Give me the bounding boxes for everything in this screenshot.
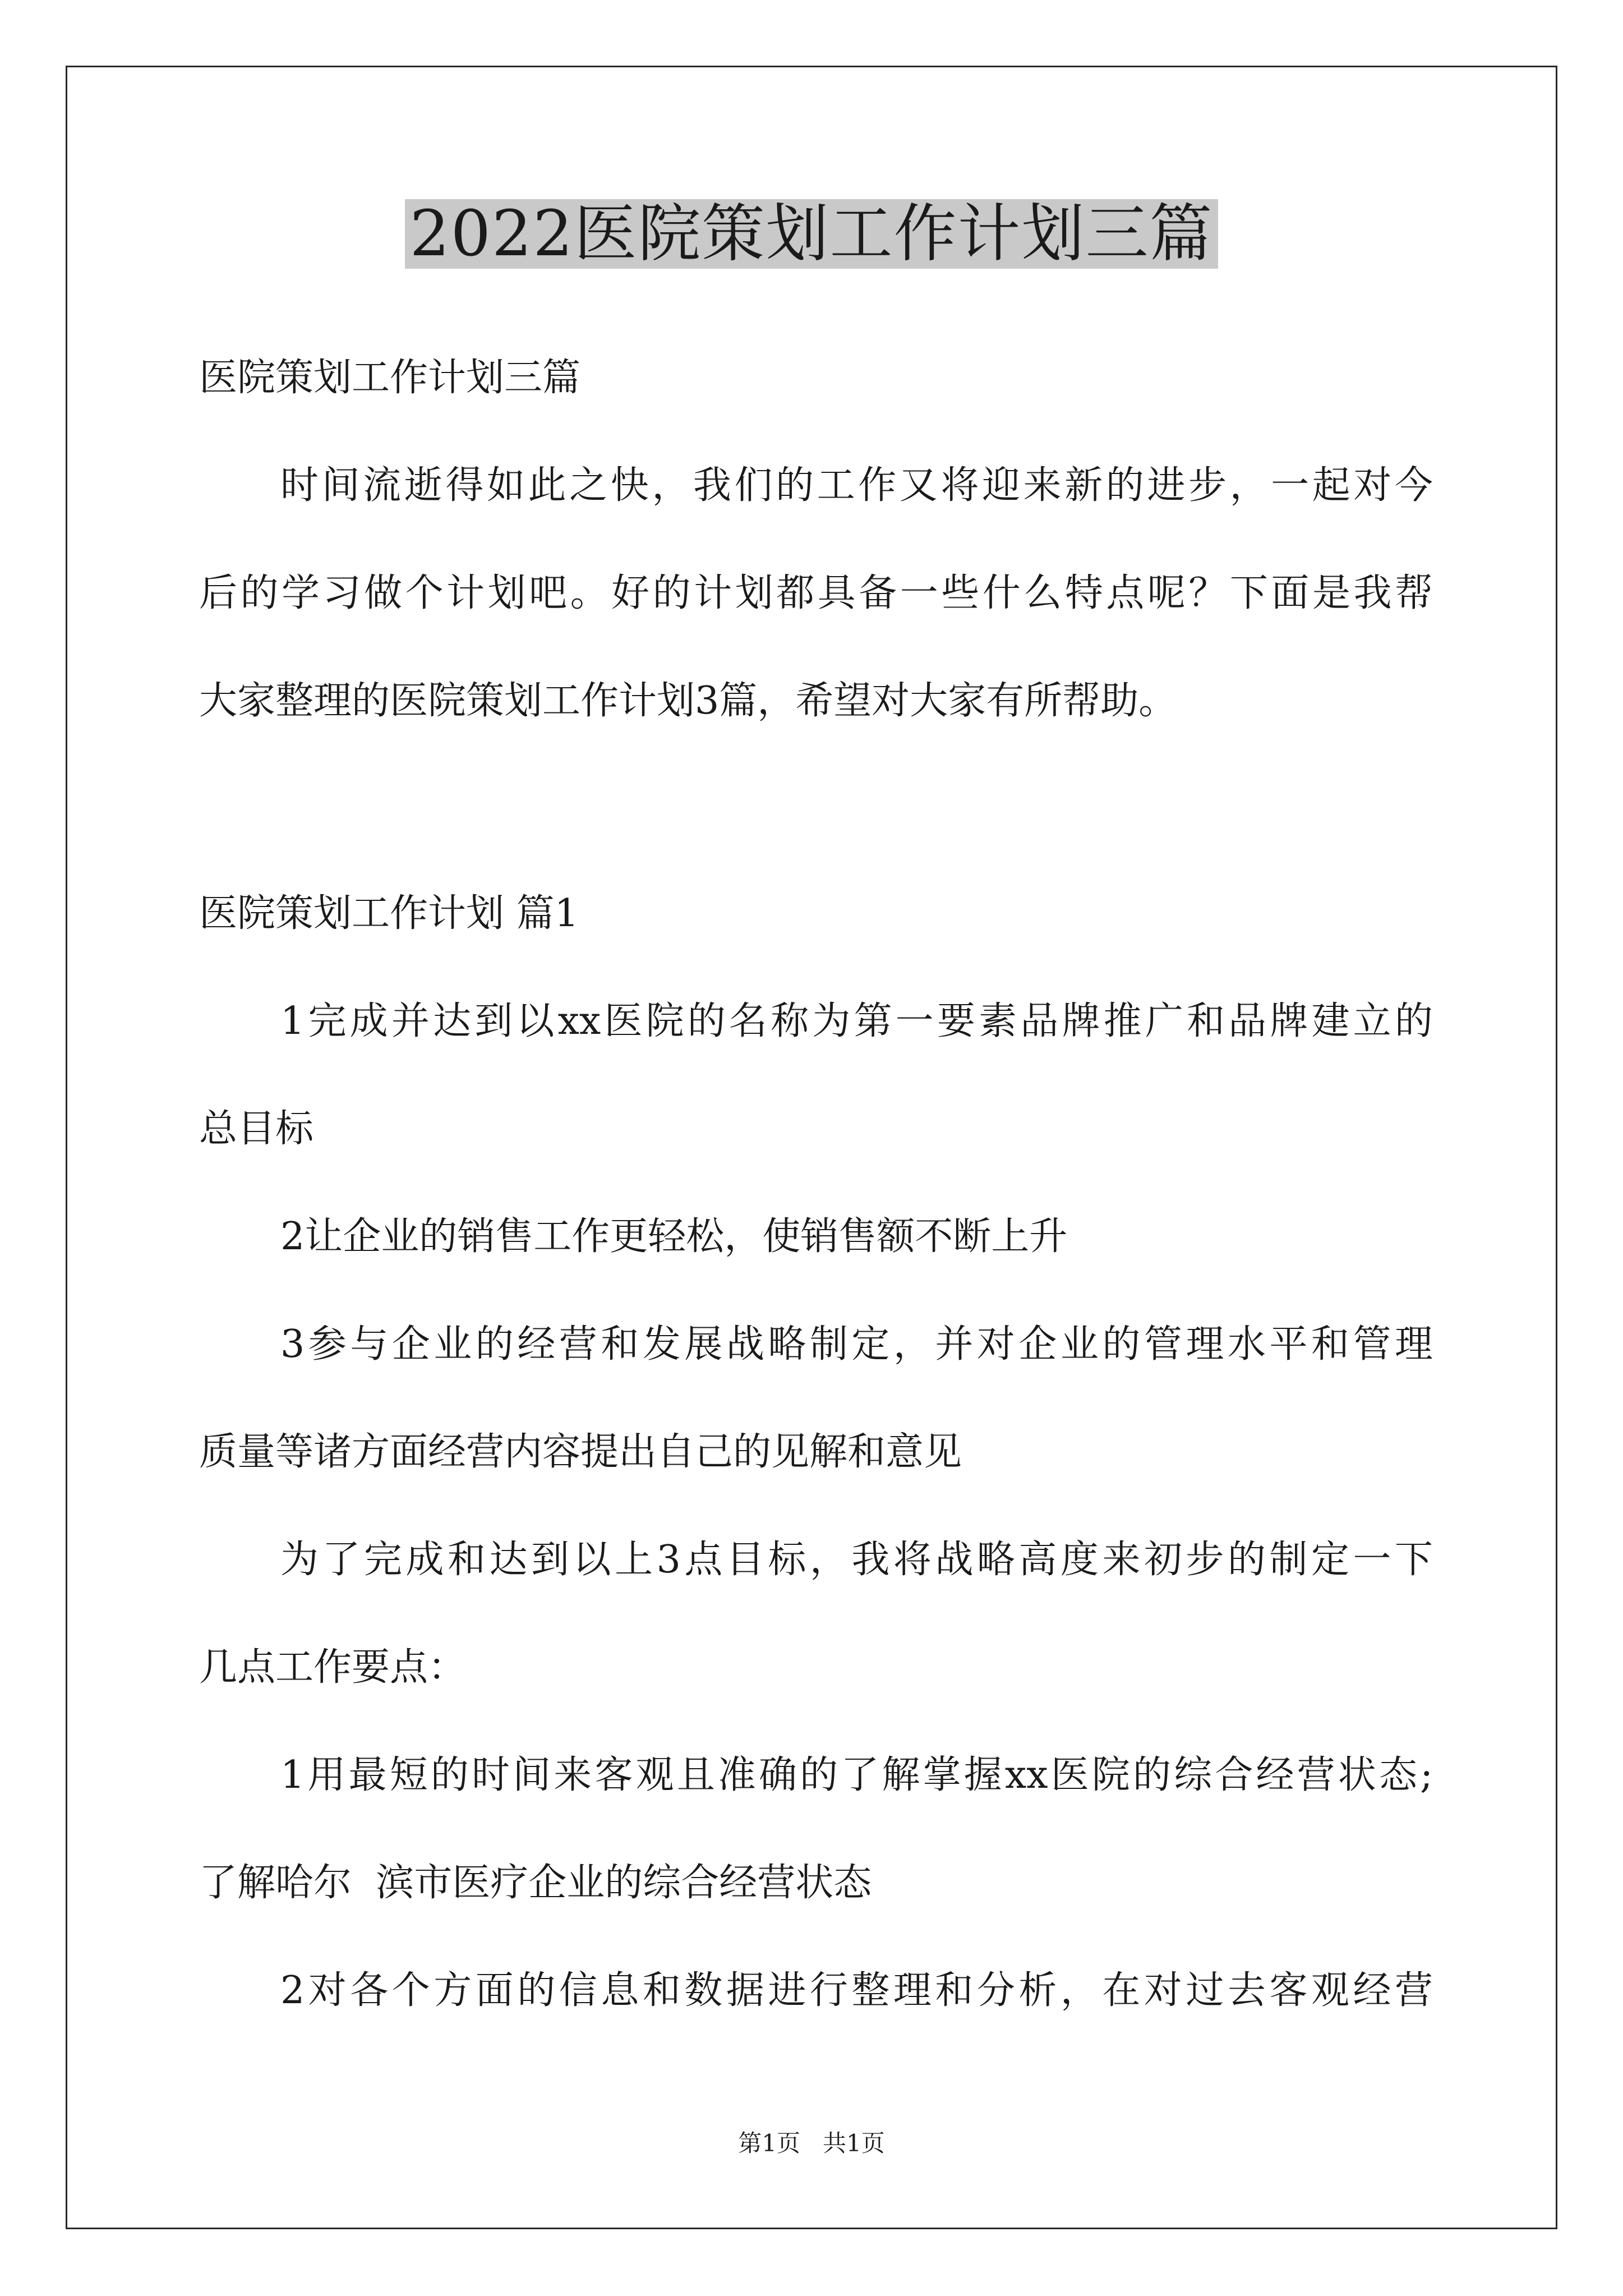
paragraph-line: 几点工作要点： [199, 1645, 467, 1690]
paragraph-line: 了解哈尔 滨市医疗企业的综合经营状态 [199, 1861, 872, 1905]
paragraph-line: 时间流逝得如此之快，我们的工作又将迎来新的进步，一起对今 [280, 463, 1433, 508]
subtitle-line: 医院策划工作计划三篇 [199, 356, 581, 400]
document-title-text: 2022医院策划工作计划三篇 [405, 199, 1218, 269]
paragraph-line: 3参与企业的经营和发展战略制定，并对企业的管理水平和管理 [280, 1322, 1433, 1366]
paragraph-line: 2对各个方面的信息和数据进行整理和分析，在对过去客观经营 [280, 1968, 1433, 2013]
paragraph-line: 总目标 [199, 1107, 314, 1151]
paragraph-line: 大家整理的医院策划工作计划3篇，希望对大家有所帮助。 [199, 679, 1177, 723]
document-title [0, 199, 1623, 269]
section-heading: 医院策划工作计划 篇1 [199, 891, 579, 936]
paragraph-line: 1完成并达到以xx医院的名称为第一要素品牌推广和品牌建立的 [280, 999, 1433, 1043]
paragraph-line: 2让企业的销售工作更轻松，使销售额不断上升 [280, 1214, 1068, 1259]
paragraph-line: 1用最短的时间来客观且准确的了解掌握xx医院的综合经营状态; [280, 1753, 1433, 1797]
paragraph-line: 为了完成和达到以上3点目标，我将战略高度来初步的制定一下 [280, 1538, 1433, 1582]
paragraph-line: 质量等诸方面经营内容提出自己的见解和意见 [199, 1430, 962, 1474]
paragraph-line: 后的学习做个计划吧。好的计划都具备一些什么特点呢？下面是我帮 [199, 571, 1433, 615]
page-footer: 第1页 共1页 [738, 2129, 885, 2157]
